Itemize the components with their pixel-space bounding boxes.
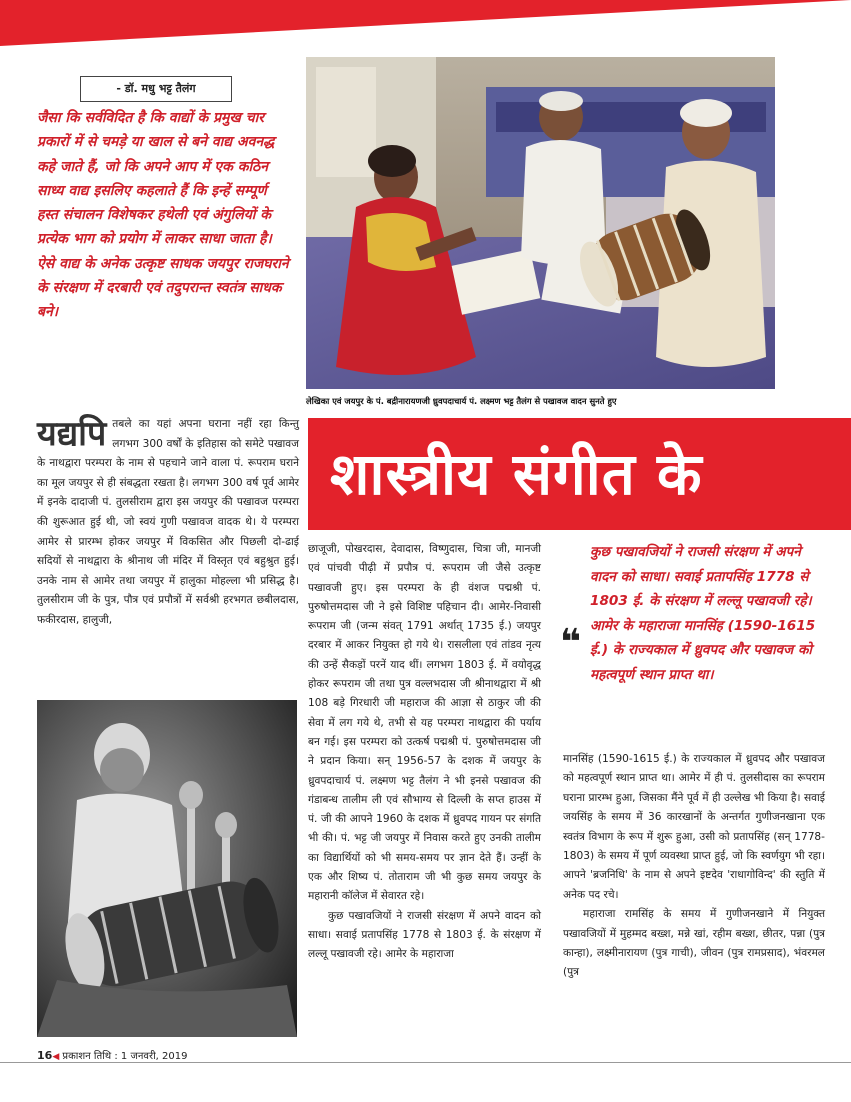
page-footer [37,1048,187,1062]
column-1-text: तबले का यहां अपना घराना नहीं रहा किन्तु लगभग 300 वर्षों के इतिहास को समेटे पखावज के नाथद्वारा परम्परा के नाम से पहचाने जाने वाला पं. रूपराम घराने का मूल जयपुर से ही संबद्धता रखता है। लगभग 300 वर्ष पूर्व आमेर में इनके दादाजी पं. तुलसीराम द्वारा इस जयपुर की पखावज परम्परा की शुरूआत हुई थी, जो स्वयं गुणी पखावज वादक थे। ये परम्परा आमेर से प्रारम्भ होकर जयपुर में विकसित और पिछली दो-ढाई सदियों से नाथद्वारा के श्रीनाथ जी मंदिर में विस्तृत एवं बहुश्रुत हुई। उनके नाम से आमेर तथा जयपुर में हालुका मोहल्ला भी प्रसिद्ध है। तुलसीराम जी के पुत्र, पौत्र एवं प्रपौत्रों में सर्वश्री हरभगत छबीलदास, फकीरदास, हालुजी, [37,418,299,626]
column-1 [37,415,299,631]
footer-marker-icon: ◀ [52,1052,60,1062]
intro-paragraph: जैसा कि सर्वविदित है कि वाद्यों के प्रमुख चार प्रकारों में से चमड़े या खाल से बने वाद्य अवनद्ध कहे जाते हैं, जो कि अपने आप में एक कठिन साध्य वाद्य इसलिए कहलाते हैं कि इन्हें सम्पूर्ण हस्त संचालन विशेषकर हथेली एवं अंगुलियों के प्रत्येक भाग को प्रयोग में लाकर साधा जाता है। ऐसे वाद्य के अनेक उत्कृष्ट साधक जयपुर राजघराने के संरक्षण में दरबारी एवं तदुपरान्त स्वतंत्र साधक बने। [37,110,289,321]
photo-pakhawaj-player [37,700,297,1037]
photo-caption: लेखिका एवं जयपुर के पं. बद्रीनारायणजी ध्रुवपदाचार्य पं. लक्ष्मण भट्ट तैलंग से पखावज वादन सुनते हुए [306,396,617,406]
column-3-paragraph-1: मानसिंह (1590-1615 ई.) के राज्यकाल में ध्रुवपद और पखावज को महत्वपूर्ण स्थान प्राप्त था। आमेर में ही पं. तुलसीदास का रूपराम घराना प्रारम्भ हुआ, जिसका मैंने पूर्व में ही उल्लेख भी किया है। सवाई जयसिंह के समय में 36 कारखानों के अन्तर्गत गुणीजनखाना एक स्वतंत्र विभाग के रूप में शुरू हुआ, उसी को प्रतापसिंह (सन् 1778-1803) के समय में पूर्ण व्यवस्था प्राप्त हुई, जो कि स्वर्णयुग भी रहा। आपने 'ब्रजनिधि' के नाम से अपने इष्टदेव 'राधागोविन्द' की स्तुति में अनेक पद रचे। [563,753,825,901]
pull-quote: कुछ पखावजियों ने राजसी संरक्षण में अपने वादन को साधा। सवाई प्रतापसिंह 1778 से 1803 ई. के संरक्षण में लल्लू पखावजी रहे। आमेर के महाराजा मानसिंह (1590-1615 ई.) के राज्यकाल में ध्रुवपद और पखावज को महत्वपूर्ण स्थान प्राप्त था। [590,544,816,683]
red-corner-stripe [0,0,851,46]
top-banner [0,0,851,46]
column-2-paragraph-2: कुछ पखावजियों ने राजसी संरक्षण में अपने वादन को साधा। सवाई प्रतापसिंह 1778 से 1803 ई. के संरक्षण में लल्लू पखावजी रहे। आमेर के महाराजा [308,909,541,961]
photo-pakhawaj-session [306,57,775,389]
footer-rule [0,1062,851,1063]
article-title: शास्त्रीय संगीत के [330,440,703,508]
column-3 [563,750,825,983]
quote-mark-icon: ❝ [560,622,582,663]
publication-date: प्रकाशन तिथि : 1 जनवरी, 2019 [62,1051,188,1062]
page-number: 16 [37,1049,53,1062]
column-2 [308,540,541,965]
column-3-paragraph-2: महाराजा रामसिंह के समय में गुणीजनखाने में नियुक्त पखावजियों में मुहम्मद बख्श, मन्ने खां, रहीम बख्श, छीतर, पन्ना (पुत्र कान्हा), लक्ष्मीनारायण (पुत्र गाची), जीवन (पुत्र रामप्रसाद), भंवरमल (पुत्र [563,908,825,979]
column-2-paragraph-1: छाजूजी, पोखरदास, देवादास, विष्णुदास, चित्रा जी, मानजी एवं पांचवी पीढ़ी में प्रपौत्र पं. रूपराम जी जैसे उत्कृष्ट पखावजी हुए। इस परम्परा के ही वंशज पद्मश्री पं. पुरुषोत्तमदास जी ने इसे विशिष्ट पहिचान दी। आमेर-निवासी रूपराम जी (जन्म संवत् 1791 अर्थात् 1735 ई.) जयपुर दरबार में आकर नियुक्त हो गये थे। रासलीला एवं तांडव नृत्य की उन्हें सैकड़ों परनें याद थीं। लगभग 1803 ई. में वयोवृद्ध होकर रूपराम जी तथा पुत्र वल्लभदास जी श्रीनाथद्वारा में श्री 108 बड़े गिरधारी जी महाराज की आज्ञा से ठाकुर जी की सेवा में लग गये थे, तभी से यह परम्परा नाथद्वारा की पर्याय बन गई। इस परम्परा को उत्कर्ष पद्मश्री पं. पुरुषोत्तमदास जी ने प्रदान किया। सन् 1956-57 के दशक में जयपुर के ध्रुवपदाचार्य पं. लक्ष्मण भट्ट तैलंग ने भी इनसे पखावज की गंडाबन्ध तालीम ली एवं सौभाग्य से दिल्ली के सप्त हाउस में पं. जी की आपने 1960 के दशक में ध्रुवपद गायन पर संगति भी की। पं. भट्ट जी जयपुर में निवास करते हुए उनकी तालीम का विद्यार्थियों को भी समय-समय पर ज्ञान देते हैं। उन्हीं के एक और शिष्य पं. तोताराम जी भी कुछ समय जयपुर के महारानी कॉलेज में सेवारत रहे। [308,543,541,903]
author-byline: - डॉ. मधु भट्ट तैलंग [80,76,232,102]
drop-cap-word: यद्यपि [37,414,107,454]
